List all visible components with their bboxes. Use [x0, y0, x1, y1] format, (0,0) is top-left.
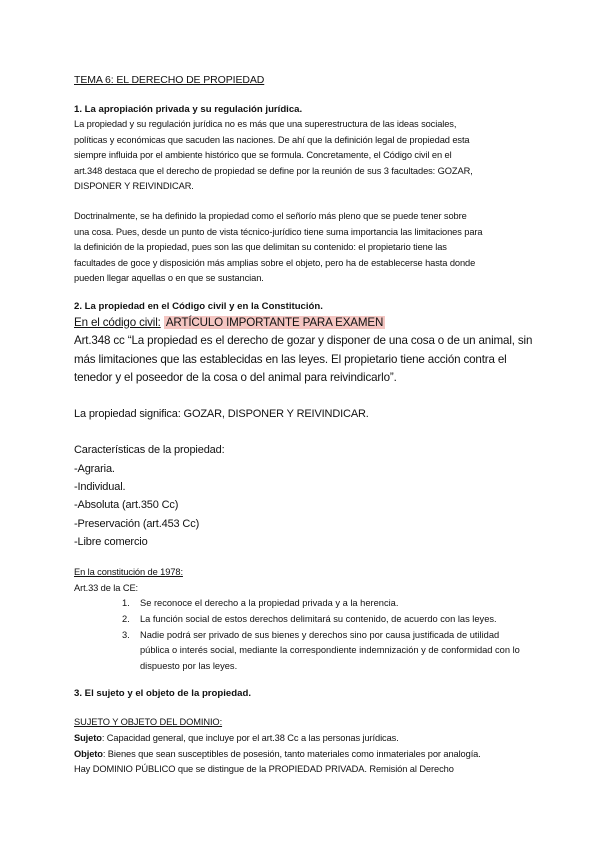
- codigo-civil-label: En el código civil:: [74, 315, 161, 329]
- text-line: la definición de la propiedad, pues son las que delimitan su contenido: el propietario tiene las: [74, 242, 447, 253]
- list-number: 3.: [122, 629, 130, 640]
- section-2-heading: 2. La propiedad en el Código civil y en la Constitución.: [74, 300, 323, 312]
- list-text: Se reconoce el derecho a la propiedad privada y a la herencia.: [140, 598, 399, 609]
- list-item: -Preservación (art.453 Cc): [74, 517, 200, 530]
- list-text: La función social de estos derechos delimitará su contenido, de acuerdo con las leyes.: [140, 613, 497, 624]
- list-item: -Individual.: [74, 481, 126, 494]
- text-line: políticas y económicas que sacuden las naciones. De ahí que la definición legal de propiedad esta: [74, 134, 470, 145]
- constitucion-label: En la constitución de 1978:: [74, 567, 183, 578]
- dominio-publico-line: Hay DOMINIO PÚBLICO que se distingue de la PROPIEDAD PRIVADA. Remisión al Derecho: [74, 764, 454, 775]
- text-line: Art.348 cc “La propiedad es el derecho de gozar y disponer de una cosa o de un animal, sin: [74, 334, 533, 348]
- page-title: TEMA 6: EL DERECHO DE PROPIEDAD: [74, 74, 265, 86]
- article-348-quote: [74, 332, 540, 387]
- list-item: -Absoluta (art.350 Cc): [74, 499, 179, 512]
- list-item: -Libre comercio: [74, 535, 148, 548]
- list-item: [122, 628, 540, 675]
- list-number: 1.: [122, 598, 130, 609]
- text-line: una cosa. Pues, desde un punto de vista técnico-jurídico tiene suma importancia las limitaciones para: [74, 226, 483, 237]
- propiedad-significa: La propiedad significa: GOZAR, DISPONER Y REIVINDICAR.: [74, 408, 369, 421]
- list-number: 2.: [122, 613, 130, 624]
- caracteristicas-list: [74, 460, 540, 551]
- sujeto-text: : Capacidad general, que incluye por el art.38 Cc a las personas jurídicas.: [101, 732, 399, 743]
- list-item: [122, 612, 540, 628]
- text-line: pueden llegar aquellas o en que se sustancian.: [74, 273, 264, 284]
- objeto-line: [74, 747, 540, 763]
- sujeto-label: Sujeto: [74, 732, 102, 743]
- codigo-civil-line: [74, 314, 540, 332]
- objeto-label: Objeto: [74, 748, 103, 759]
- sujeto-objeto-subheading: SUJETO Y OBJETO DEL DOMINIO:: [74, 717, 223, 728]
- text-line: siempre influida por el ambiente histórico que se formula. Concretamente, el Código civil en el: [74, 150, 452, 161]
- list-item: -Agraria.: [74, 462, 115, 475]
- text-line: dispuesto por las leyes.: [140, 660, 238, 671]
- section-1-paragraph-2: [74, 209, 540, 287]
- section-1-heading: 1. La apropiación privada y su regulación jurídica.: [74, 104, 303, 115]
- text-line: tenedor y el poseedor de la cosa o del animal para reivindicarlo”.: [74, 370, 397, 384]
- section-3-heading: 3. El sujeto y el objeto de la propiedad.: [74, 688, 251, 700]
- text-line: pública o interés social, mediante la correspondiente indemnización y de conformidad con lo: [140, 645, 520, 656]
- section-1-paragraph-1: [74, 117, 540, 195]
- caracteristicas-title: Características de la propiedad:: [74, 444, 225, 457]
- ce-article-list: [74, 596, 540, 674]
- list-item: [122, 596, 540, 612]
- text-line: facultades de goce y disposición más amplias sobre el objeto, pero ha de establecerse hasta donde: [74, 257, 476, 268]
- text-line: La propiedad y su regulación jurídica no es más que una superestructura de las ideas sociales,: [74, 119, 457, 129]
- text-line: Nadie podrá ser privado de sus bienes y derechos sino por causa justificada de utilidad: [140, 629, 500, 640]
- exam-highlight: ARTÍCULO IMPORTANTE PARA EXAMEN: [165, 315, 384, 329]
- art-33-label: Art.33 de la CE:: [74, 582, 139, 593]
- objeto-text: : Bienes que sean susceptibles de posesión, tanto materiales como inmateriales por analogía.: [102, 748, 481, 759]
- sujeto-line: [74, 731, 540, 747]
- text-line: DISPONER Y REIVINDICAR.: [74, 181, 194, 192]
- text-line: más limitaciones que las establecidas en las leyes. El propietario tiene acción contra el: [74, 352, 507, 366]
- text-line: Doctrinalmente, se ha definido la propiedad como el señorío más pleno que se puede tener sobre: [74, 210, 467, 221]
- text-line: art.348 destaca que el derecho de propiedad se define por la reunión de sus 3 facultades: GOZAR,: [74, 165, 473, 176]
- list-text: [140, 628, 540, 675]
